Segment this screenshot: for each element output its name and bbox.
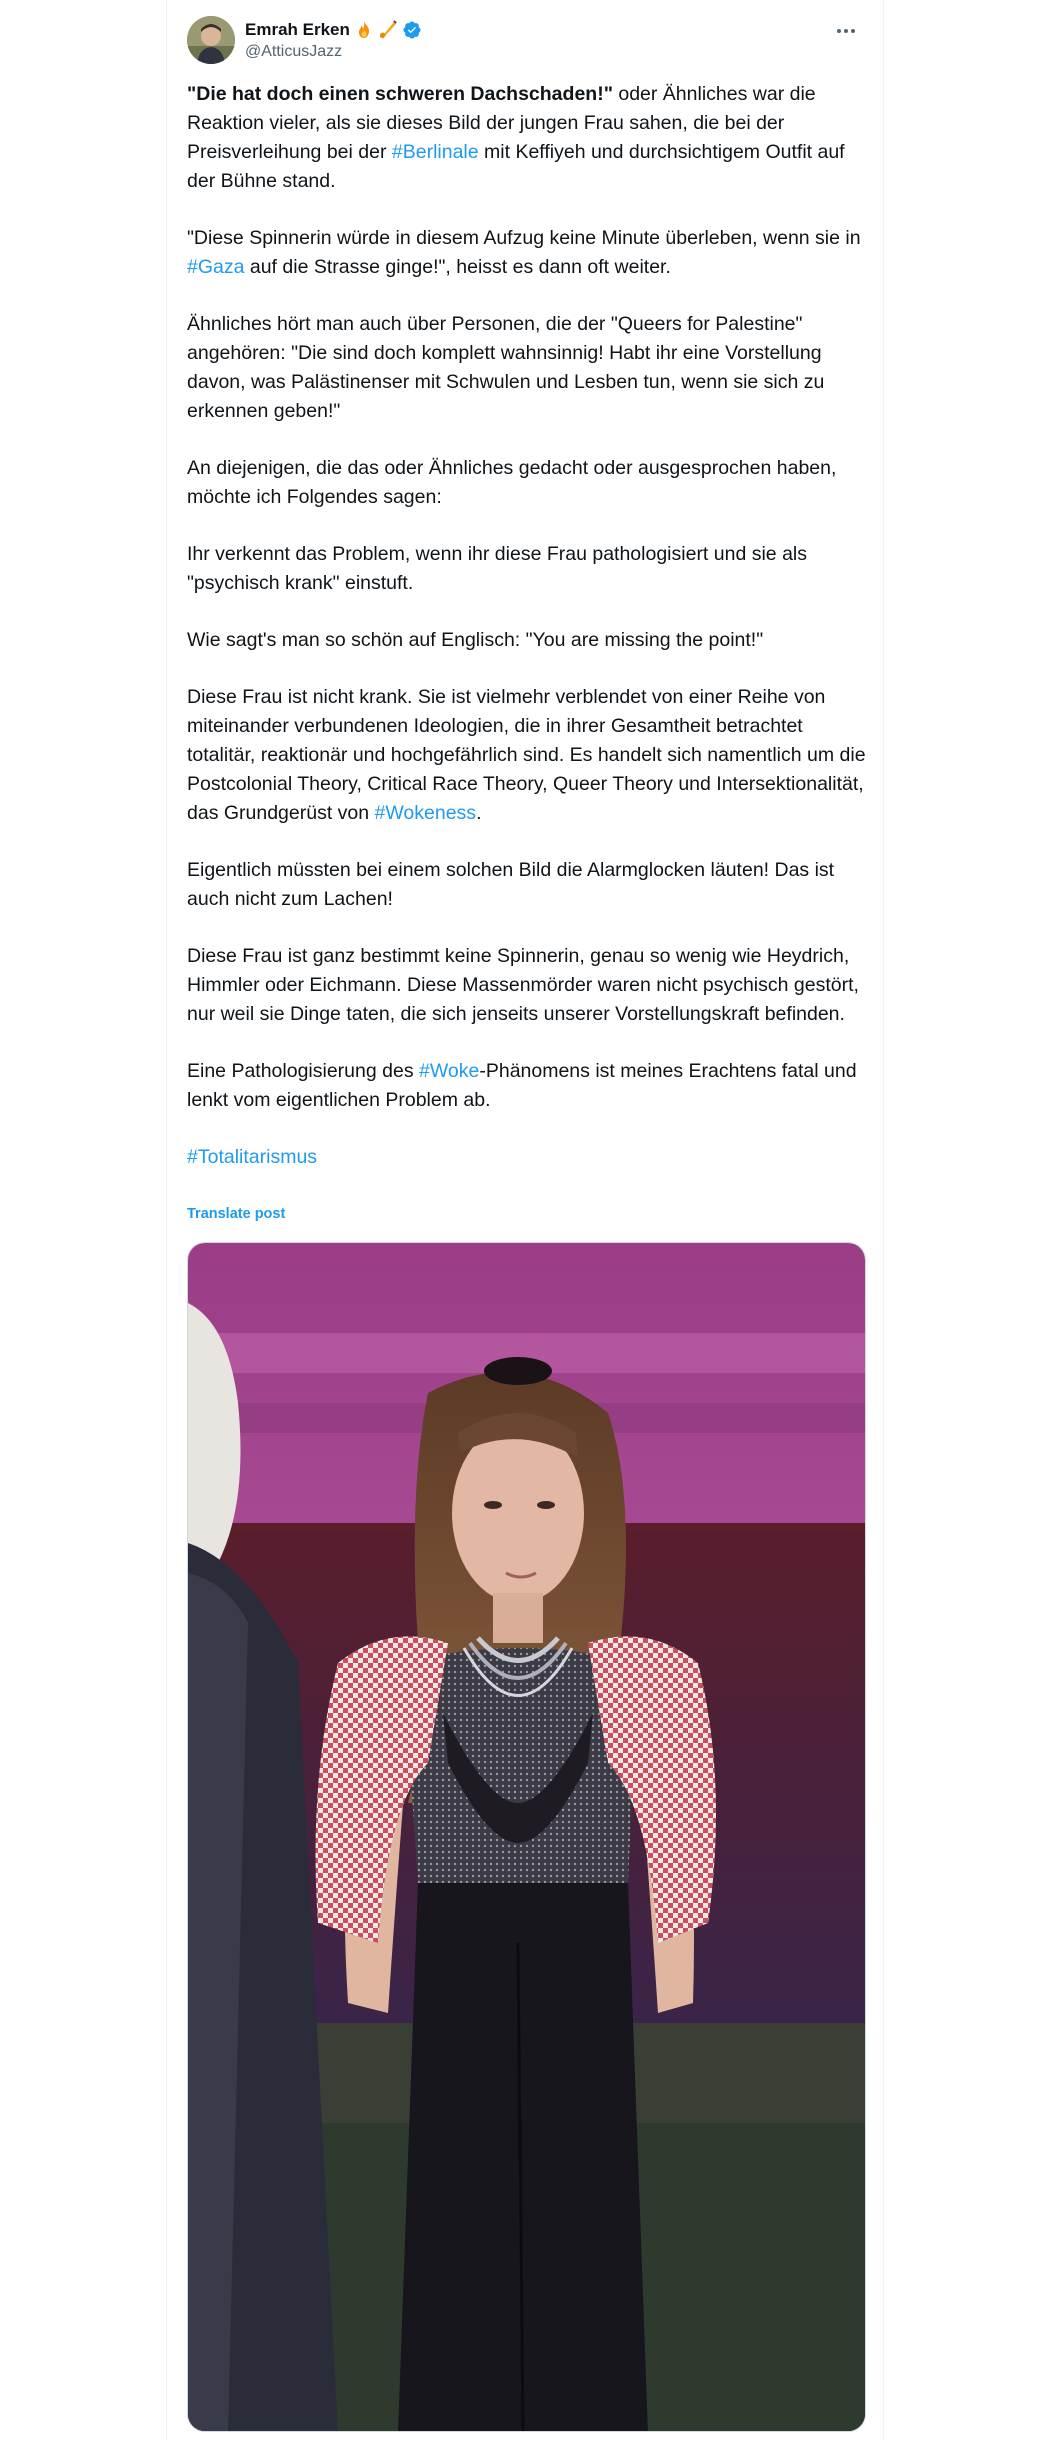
post-text-span: -Phänomens ist meines Erachtens fatal und lenkt vom eigentlichen Problem ab.	[187, 1060, 857, 1111]
post-paragraph: An diejenigen, die das oder Ähnliches gedacht oder ausgesprochen haben, möchte ich Folgendes sagen:	[187, 457, 837, 508]
author-block	[245, 18, 422, 61]
verified-badge-icon[interactable]	[402, 20, 422, 40]
more-horizontal-icon	[851, 29, 855, 33]
post-text-span: Diese Frau ist nicht krank. Sie ist vielmehr verblendet von einer Reihe von miteinander verbundenen Ideologien, die in ihrer Gesamtheit betrachtet totalitär, reaktionär und hochgefährlich sind. Es handelt sich namentlich um die Postcolonial Theory, Critical Race Theory, Queer Theory und Intersektionalität, das Grundgerüst von	[187, 686, 866, 824]
post-text	[187, 80, 867, 1172]
post-text-span: .	[476, 802, 482, 824]
hashtag-woke[interactable]: #Woke	[419, 1060, 480, 1082]
fire-icon	[354, 20, 374, 40]
hashtag-wokeness[interactable]: #Wokeness	[374, 802, 477, 824]
post-paragraph	[187, 224, 867, 282]
stage-photo	[188, 1243, 866, 2432]
more-horizontal-icon	[844, 29, 848, 33]
post-paragraph	[187, 683, 867, 828]
post-paragraph: Ihr verkennt das Problem, wenn ihr diese Frau pathologisiert und sie als "psychisch krank" einstuft.	[187, 543, 807, 594]
post-paragraph: Ähnliches hört man auch über Personen, die der "Queers for Palestine" angehören: "Die sind doch komplett wahnsinnig! Habt ihr eine Vorstellung davon, was Palästinenser mit Schwulen und Lesben tun, wenn sie sich zu erkennen geben!"	[187, 313, 825, 422]
post-paragraph: Eigentlich müssten bei einem solchen Bild die Alarmglocken läuten! Das ist auch nicht zum Lachen!	[187, 859, 835, 910]
hashtag-gaza[interactable]: #Gaza	[187, 256, 245, 278]
post-paragraph	[187, 1057, 867, 1115]
post-paragraph	[187, 1143, 867, 1172]
display-name[interactable]: Emrah Erken	[245, 20, 350, 39]
avatar-image	[187, 16, 235, 64]
post-text-span: auf die Strasse ginge!", heisst es dann oft weiter.	[244, 256, 671, 278]
avatar[interactable]	[187, 16, 235, 64]
author-handle[interactable]: @AtticusJazz	[245, 43, 343, 60]
display-name-row	[245, 18, 422, 42]
post-text-span: oder Ähnliches war die Reaktion vieler, als sie dieses Bild der jungen Frau sahen, die bei der Preisverleihung bei der	[187, 83, 816, 163]
post-card	[166, 0, 884, 2440]
post-text-span: "Diese Spinnerin würde in diesem Aufzug keine Minute überleben, wenn sie in	[187, 227, 861, 249]
post-text-span: Eine Pathologisierung des	[187, 1060, 419, 1082]
saxophone-icon	[378, 20, 398, 40]
post-paragraph	[187, 80, 867, 196]
translate-post-link[interactable]: Translate post	[187, 1206, 286, 1222]
post-media-image[interactable]	[187, 1242, 866, 2432]
hashtag-totalitarismus[interactable]: #Totalitarismus	[187, 1146, 318, 1168]
post-text-span: mit Keffiyeh und durchsichtigem Outfit auf der Bühne stand.	[187, 141, 845, 192]
post-bold-quote: "Die hat doch einen schweren Dachschaden!"	[187, 83, 613, 105]
hashtag-berlinale[interactable]: #Berlinale	[391, 141, 479, 163]
more-options-button[interactable]	[831, 20, 861, 42]
post-header	[187, 16, 863, 64]
post-paragraph: Diese Frau ist ganz bestimmt keine Spinnerin, genau so wenig wie Heydrich, Himmler oder Eichmann. Diese Massenmörder waren nicht psychisch gestört, nur weil sie Dinge taten, die sich jenseits unserer Vorstellungskraft befinden.	[187, 945, 859, 1025]
more-horizontal-icon	[837, 29, 841, 33]
post-paragraph: Wie sagt's man so schön auf Englisch: "You are missing the point!"	[187, 629, 764, 651]
